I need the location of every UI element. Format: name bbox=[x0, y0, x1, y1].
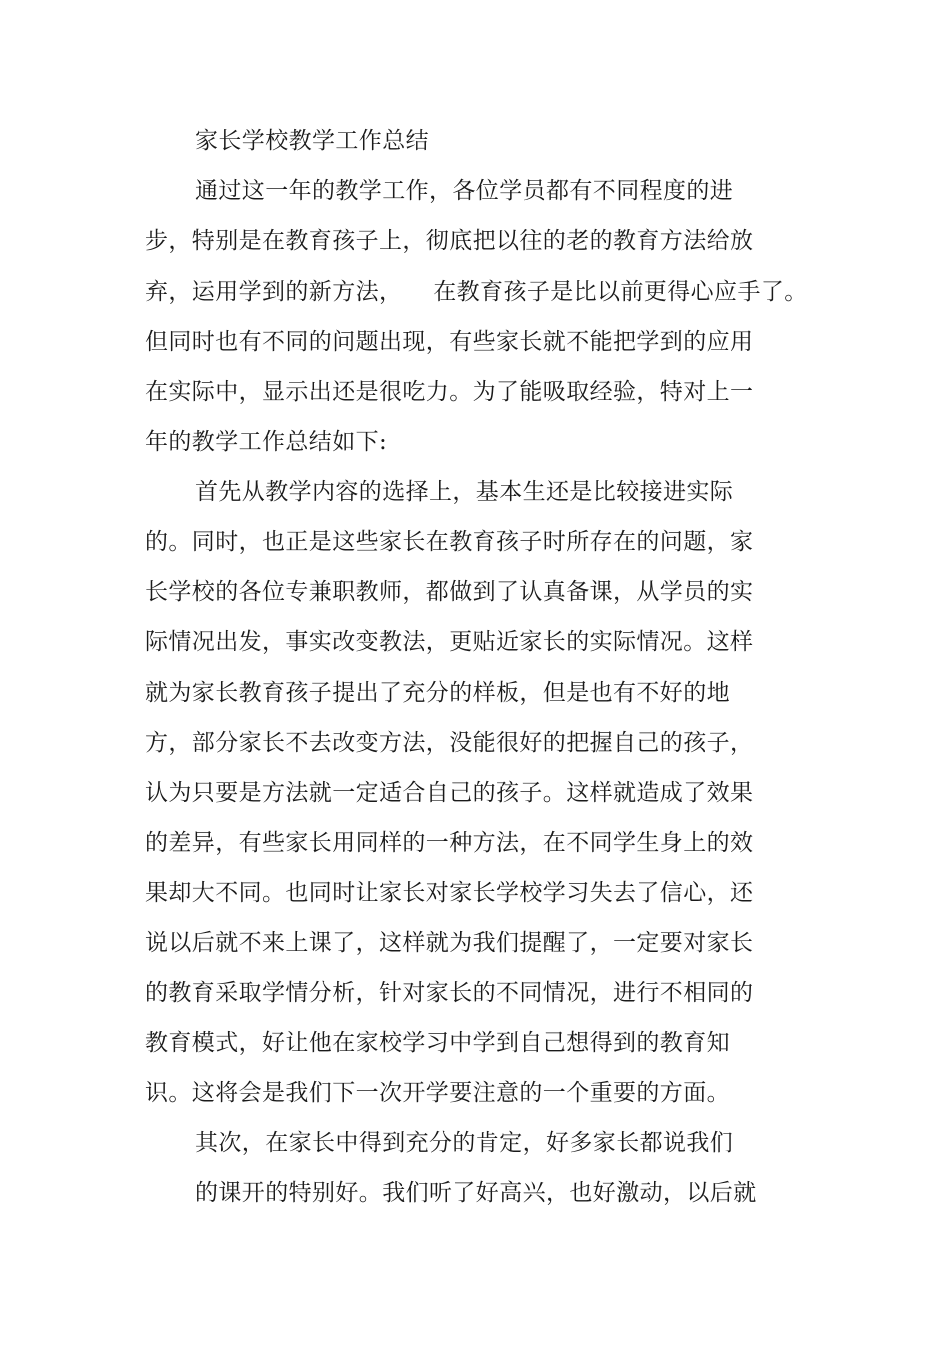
paragraph-line: 果却大不同。也同时让家长对家长学校学习失去了信心，还 bbox=[145, 880, 754, 906]
paragraph-line: 但同时也有不同的问题出现，有些家长就不能把学到的应用 bbox=[145, 329, 754, 355]
paragraph-line: 识。这将会是我们下一次开学要注意的一个重要的方面。 bbox=[145, 1080, 730, 1106]
paragraph-line: 方，部分家长不去改变方法，没能很好的把握自己的孩子， bbox=[145, 730, 754, 756]
paragraph-line: 教育模式，好让他在家校学习中学到自己想得到的教育知 bbox=[145, 1030, 730, 1056]
paragraph-line: 际情况出发，事实改变教法，更贴近家长的实际情况。这样 bbox=[145, 629, 754, 655]
paragraph-line: 的差异，有些家长用同样的一种方法，在不同学生身上的效 bbox=[145, 830, 754, 856]
document-title: 家长学校教学工作总结 bbox=[195, 128, 429, 154]
paragraph-line: 长学校的各位专兼职教师，都做到了认真备课，从学员的实 bbox=[145, 579, 754, 605]
paragraph-line: 说以后就不来上课了，这样就为我们提醒了，一定要对家长 bbox=[145, 930, 754, 956]
paragraph-line: 年的教学工作总结如下: bbox=[145, 429, 388, 455]
paragraph-line: 步，特别是在教育孩子上，彻底把以往的老的教育方法给放 bbox=[145, 228, 754, 254]
paragraph-line: 在实际中，显示出还是很吃力。为了能吸取经验，特对上一 bbox=[145, 379, 754, 405]
paragraph-line: 弃，运用学到的新方法， 在教育孩子是比以前更得心应手了。 bbox=[145, 279, 808, 305]
paragraph-line: 认为只要是方法就一定适合自己的孩子。这样就造成了效果 bbox=[145, 780, 754, 806]
paragraph-line: 就为家长教育孩子提出了充分的样板，但是也有不好的地 bbox=[145, 680, 730, 706]
paragraph-line: 通过这一年的教学工作，各位学员都有不同程度的进 bbox=[195, 178, 734, 204]
paragraph-line: 的课开的特别好。我们听了好高兴，也好激动，以后就 bbox=[195, 1180, 757, 1206]
paragraph-line: 首先从教学内容的选择上，基本生还是比较接进实际 bbox=[195, 479, 734, 505]
paragraph-line: 其次，在家长中得到充分的肯定，好多家长都说我们 bbox=[195, 1130, 734, 1156]
paragraph-line: 的。同时，也正是这些家长在教育孩子时所存在的问题，家 bbox=[145, 529, 754, 555]
paragraph-line: 的教育采取学情分析，针对家长的不同情况，进行不相同的 bbox=[145, 980, 754, 1006]
